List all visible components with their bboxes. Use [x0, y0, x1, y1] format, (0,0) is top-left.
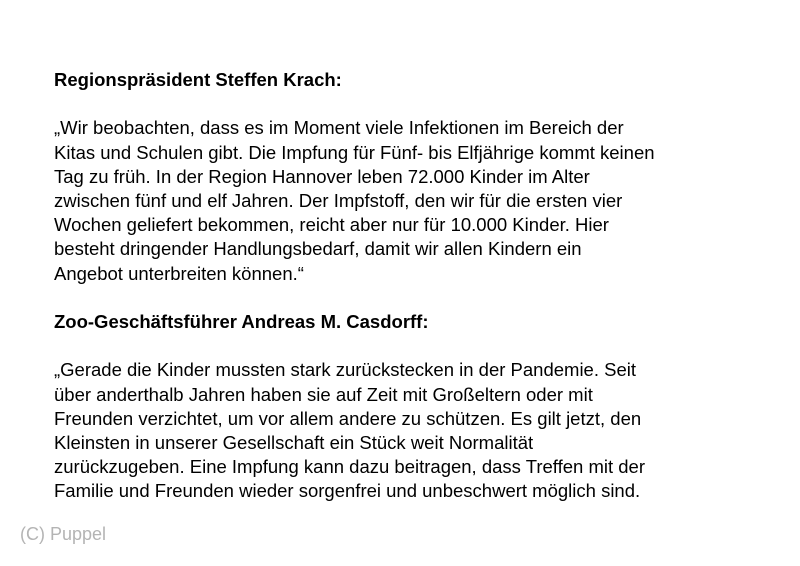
- copyright-watermark: (C) Puppel: [20, 524, 107, 544]
- spacer: [54, 334, 754, 358]
- quote-line: Familie und Freunden wieder sorgenfrei und unbeschwert möglich sind.: [54, 480, 641, 502]
- quote-line: zurückzugeben. Eine Impfung kann dazu beitragen, dass Treffen mit der: [54, 456, 645, 478]
- quote-line: Wochen geliefert bekommen, reicht aber nur für 10.000 Kinder. Hier: [54, 214, 609, 236]
- quote-line: Tag zu früh. In der Region Hannover leben 72.000 Kinder im Alter: [54, 165, 590, 187]
- spacer: [54, 92, 754, 116]
- spacer: [54, 286, 754, 310]
- section-heading-regionspraesident: Regionspräsident Steffen Krach:: [54, 69, 342, 90]
- section-heading-zoo-geschaeftsfuehrer: Zoo-Geschäftsführer Andreas M. Casdorff:: [54, 311, 429, 332]
- quote-line: Freunden verzichtet, um vor allem andere zu schützen. Es gilt jetzt, den: [54, 407, 642, 429]
- document-content: [54, 68, 754, 504]
- quote-line: „Gerade die Kinder mussten stark zurückstecken in der Pandemie. Seit: [54, 359, 637, 381]
- quote-line: besteht dringender Handlungsbedarf, damit wir allen Kindern ein: [54, 238, 582, 260]
- quote-line: Kleinsten in unserer Gesellschaft ein Stück weit Normalität: [54, 432, 534, 453]
- quote-line: zwischen fünf und elf Jahren. Der Impfstoff, den wir für die ersten vier: [54, 190, 623, 211]
- quote-line: Kitas und Schulen gibt. Die Impfung für Fünf- bis Elfjährige kommt keinen: [54, 141, 655, 163]
- quote-zoo-geschaeftsfuehrer: [54, 358, 754, 503]
- quote-regionspraesident: [54, 116, 754, 285]
- quote-line: Angebot unterbreiten können.“: [54, 262, 304, 284]
- quote-line: „Wir beobachten, dass es im Moment viele Infektionen im Bereich der: [54, 117, 624, 139]
- quote-line: über anderthalb Jahren haben sie auf Zeit mit Großeltern oder mit: [54, 383, 593, 405]
